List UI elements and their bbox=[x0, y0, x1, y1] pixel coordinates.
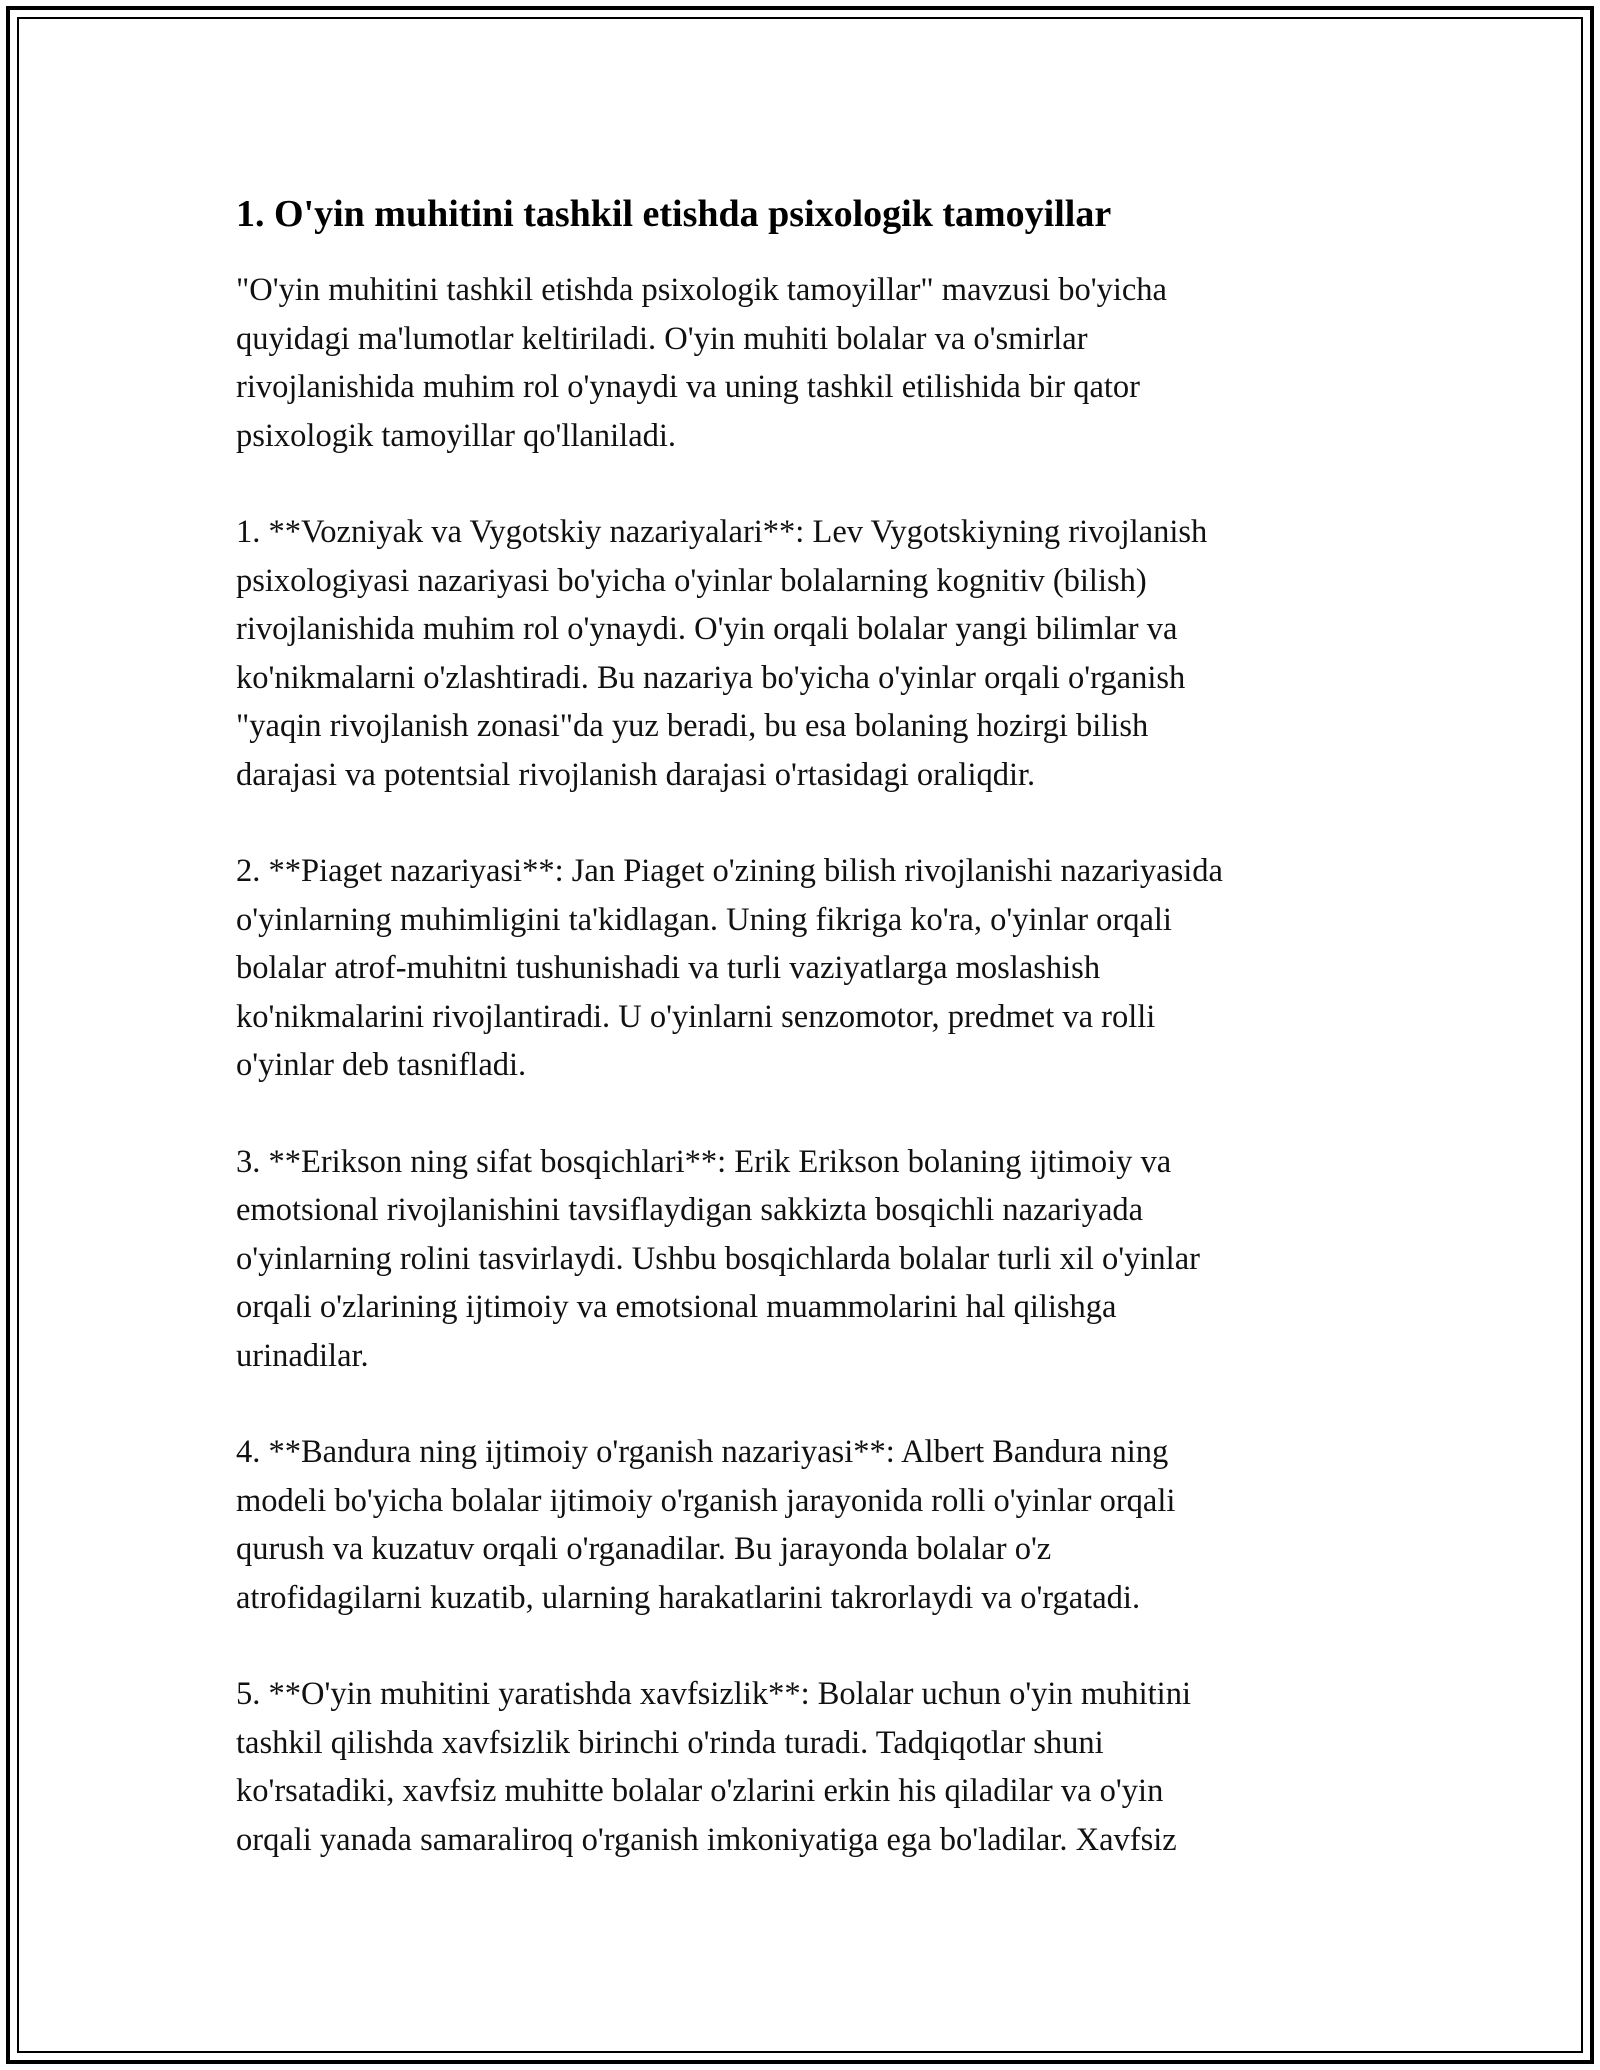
paragraph-bandura: 4. **Bandura ning ijtimoiy o'rganish nazariyasi**: Albert Bandura ning modeli bo'yicha bolalar ijtimoiy o'rganish jarayonida rolli o'yinlar orqali qurush va kuzatuv orqali o'rganadilar. Bu jarayonda bolalar o'z atrofidagilarni kuzatib, ularning harakatlarini takrorlaydi va o'rgatadi. bbox=[236, 1434, 1176, 1616]
paragraph-vygotsky: 1. **Vozniyak va Vygotskiy nazariyalari**: Lev Vygotskiyning rivojlanish psixologiyasi nazariyasi bo'yicha o'yinlar bolalarning kognitiv (bilish) rivojlanishida muhim rol o'ynaydi. O'yin orqali bolalar yangi bilimlar va ko'nikmalarni o'zlashtiradi. Bu nazariya bo'yicha o'yinlar orqali o'rganish "yaqin rivojlanish zonasi"da yuz beradi, bu esa bolaning hozirgi bilish darajasi va potentsial rivojlanish darajasi o'rtasidagi oraliqdir. bbox=[236, 514, 1208, 793]
paragraph-piaget: 2. **Piaget nazariyasi**: Jan Piaget o'zining bilish rivojlanishi nazariyasida o'yinlarning muhimligini ta'kidlagan. Uning fikriga ko'ra, o'yinlar orqali bolalar atrof-muhitni tushunishadi va turli vaziyatlarga moslashish ko'nikmalarini rivojlantiradi. U o'yinlarni senzomotor, predmet va rolli o'yinlar deb tasnifladi. bbox=[236, 853, 1223, 1083]
intro-paragraph: "O'yin muhitini tashkil etishda psixologik tamoyillar" mavzusi bo'yicha quyidagi ma'lumotlar keltiriladi. O'yin muhiti bolalar va o'smirlar rivojlanishida muhim rol o'ynaydi va uning tashkil etilishida bir qator psixologik tamoyillar qo'llaniladi. bbox=[236, 272, 1167, 454]
paragraph-erikson: 3. **Erikson ning sifat bosqichlari**: Erik Erikson bolaning ijtimoiy va emotsional rivojlanishini tavsiflaydigan sakkizta bosqichli nazariyada o'yinlarning rolini tasvirlaydi. Ushbu bosqichlarda bolalar turli xil o'yinlar orqali o'zlarining ijtimoiy va emotsional muammolarini hal qilishga urinadilar. bbox=[236, 1143, 1200, 1374]
document-title: 1. O'yin muhitini tashkil etishda psixologik tamoyillar bbox=[236, 193, 1112, 235]
paragraph-safety: 5. **O'yin muhitini yaratishda xavfsizlik**: Bolalar uchun o'yin muhitini tashkil qilishda xavfsizlik birinchi o'rinda turadi. Tadqiqotlar shuni ko'rsatadiki, xavfsiz muhitte bolalar o'zlarini erkin his qiladilar va o'yin orqali yanada samaraliroq o'rganish imkoniyatiga ega bo'ladilar. Xavfsiz bbox=[236, 1676, 1191, 1858]
document-body bbox=[236, 188, 1366, 1864]
